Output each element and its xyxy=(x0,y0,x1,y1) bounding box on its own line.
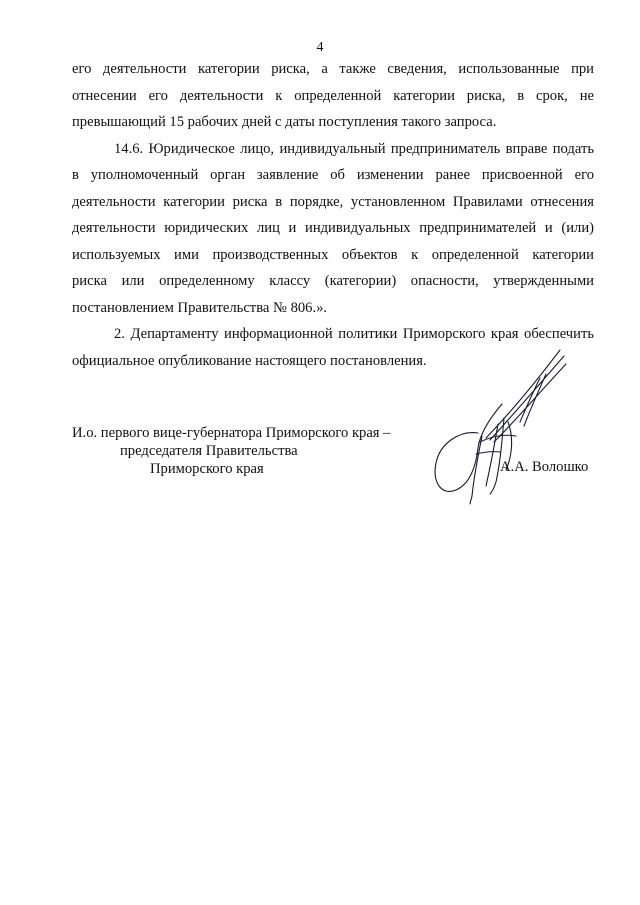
signer-name: А.А. Волошко xyxy=(500,459,589,475)
document-body xyxy=(72,56,594,374)
position-line: председателя Правительства xyxy=(120,443,298,459)
text-line: 14.6. Юридическое лицо, индивидуальный предприниматель вправе подать xyxy=(114,140,594,157)
paragraph-continuation xyxy=(72,56,594,136)
text-line: его деятельности категории риска, а также сведения, использованные при xyxy=(72,61,594,77)
page-number: 4 xyxy=(316,40,324,55)
text-line: 2. Департаменту информационной политики Приморского края обеспечить xyxy=(114,326,594,342)
text-line: риска или определенному классу (категории) опасности, утвержденными xyxy=(72,273,594,289)
text-line: превышающий 15 рабочих дней с даты поступления такого запроса. xyxy=(72,114,497,130)
paragraph-14-6 xyxy=(72,136,594,322)
handwritten-signature xyxy=(420,338,570,508)
text-line: используемых ими производственных объектов к определенной категории xyxy=(72,246,594,263)
text-line: деятельности категории риска в порядке, установленном Правилами отнесения xyxy=(72,193,594,210)
text-line: деятельности юридических лиц и индивидуальных предпринимателей и (или) xyxy=(72,220,594,236)
position-line: Приморского края xyxy=(150,461,264,477)
position-line: И.о. первого вице-губернатора Приморского края – xyxy=(72,425,391,441)
text-line: постановлением Правительства № 806.». xyxy=(72,299,328,316)
text-line: в уполномоченный орган заявление об изменении ранее присвоенной его xyxy=(72,167,594,183)
text-line: отнесении его деятельности к определенной категории риска, в срок, не xyxy=(72,87,594,104)
text-line: официальное опубликование настоящего постановления. xyxy=(72,352,427,369)
signatory-position xyxy=(72,424,390,478)
